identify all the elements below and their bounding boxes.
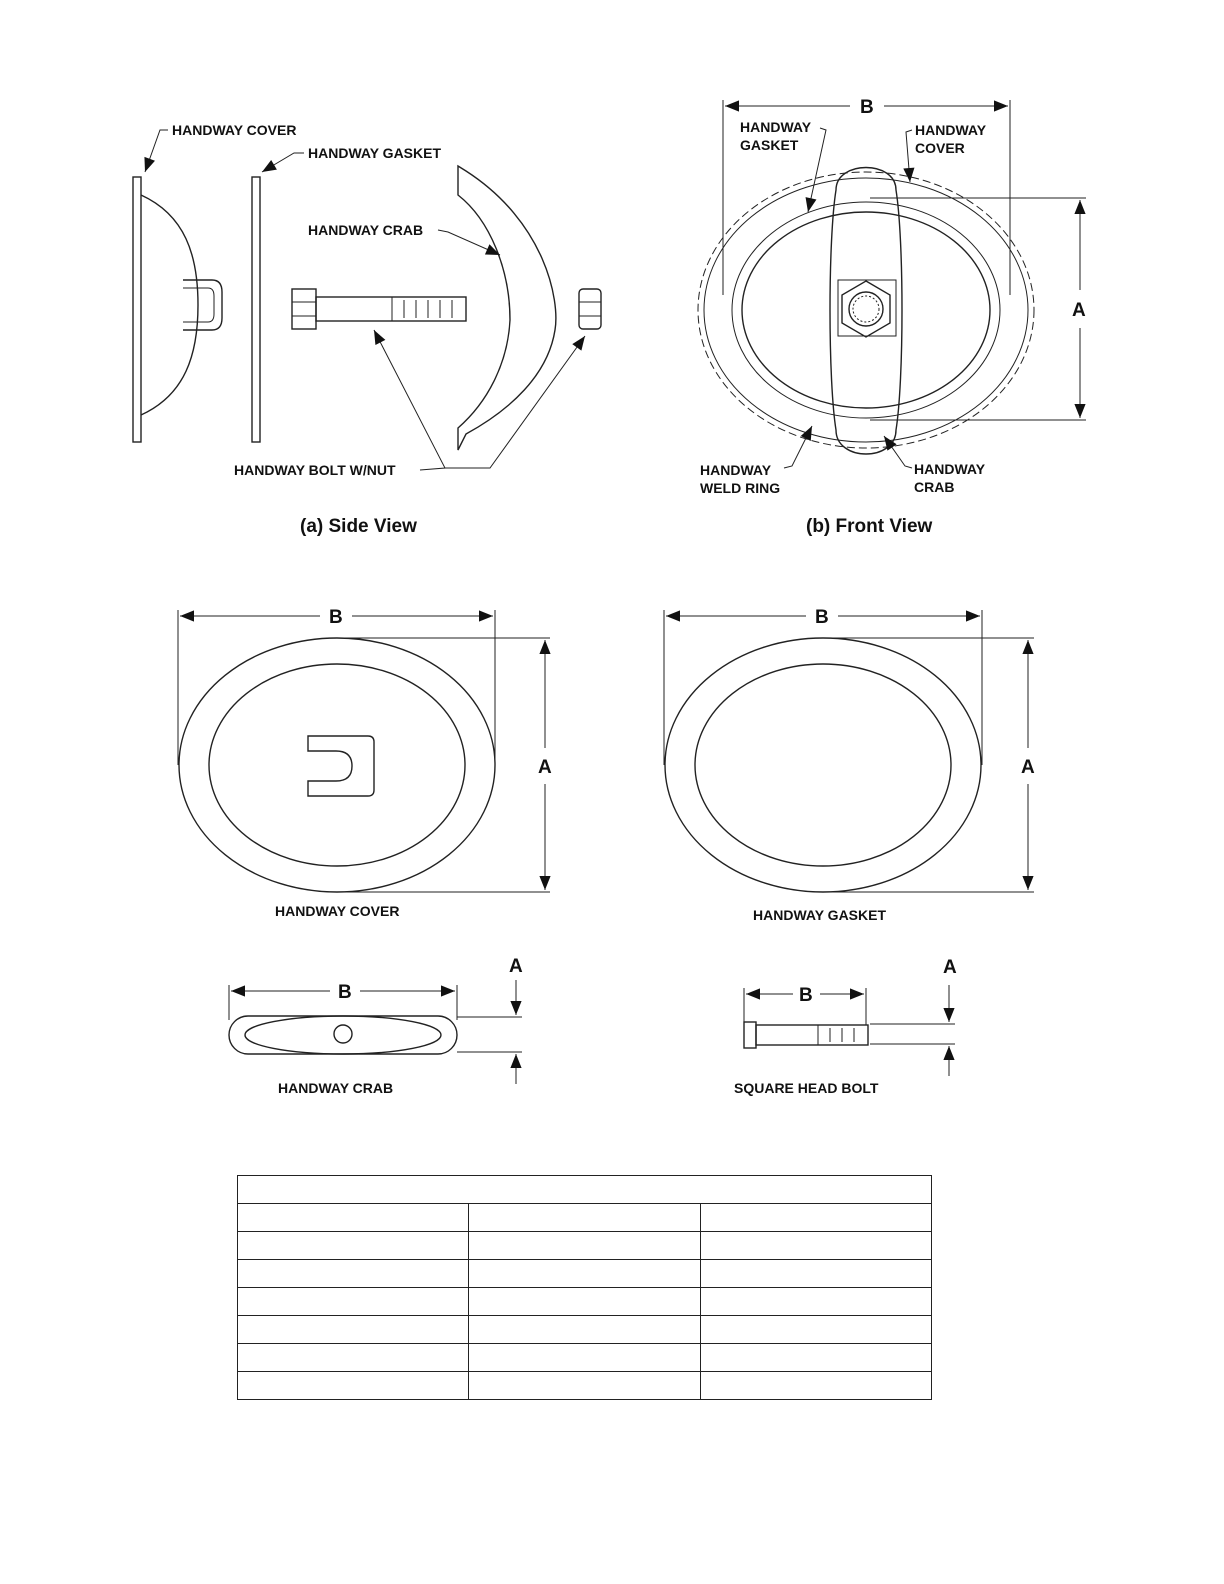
side-nut — [579, 289, 601, 329]
table-header-row — [238, 1176, 932, 1204]
front-label-weld-ring-2: WELD RING — [700, 480, 781, 496]
dimension-table — [237, 1175, 932, 1400]
table-cell — [469, 1288, 700, 1316]
cover-detail-title: HANDWAY COVER — [275, 903, 400, 919]
gasket-dim-b: B — [815, 607, 829, 628]
table-cell — [238, 1372, 469, 1400]
front-label-crab-2: CRAB — [914, 479, 955, 495]
front-dim-a: A — [1072, 300, 1086, 321]
front-gasket-hatch — [704, 178, 1028, 442]
table-cell — [700, 1288, 931, 1316]
crab-hole — [334, 1025, 352, 1043]
front-cover-opening — [742, 212, 990, 408]
table-row — [238, 1344, 932, 1372]
side-handway-bolt — [292, 289, 466, 329]
table-cell — [238, 1260, 469, 1288]
side-handway-crab — [458, 166, 556, 450]
front-bolt-end — [849, 292, 883, 326]
side-label-gasket: HANDWAY GASKET — [308, 145, 442, 161]
side-handway-cover — [133, 177, 222, 442]
cover-detail — [178, 607, 552, 919]
table-cell — [469, 1372, 700, 1400]
front-label-crab-1: HANDWAY — [914, 461, 986, 477]
side-handway-gasket — [252, 177, 260, 442]
front-label-cover-2: COVER — [915, 140, 965, 156]
front-dim-b: B — [860, 97, 874, 118]
table-row — [238, 1288, 932, 1316]
table-cell — [238, 1204, 469, 1232]
gasket-detail — [664, 607, 1035, 923]
table-cell — [469, 1204, 700, 1232]
front-label-weld-ring-1: HANDWAY — [700, 462, 772, 478]
gasket-dim-a: A — [1021, 757, 1035, 778]
table-cell — [238, 1344, 469, 1372]
table-cell — [238, 1288, 469, 1316]
front-bolt-plate — [838, 280, 896, 336]
table-cell — [469, 1232, 700, 1260]
table-cell — [700, 1344, 931, 1372]
table-row — [238, 1316, 932, 1344]
crab-detail-title: HANDWAY CRAB — [278, 1080, 394, 1096]
bolt-detail — [734, 957, 957, 1096]
bolt-detail-title: SQUARE HEAD BOLT — [734, 1080, 879, 1096]
table-cell — [700, 1204, 931, 1232]
front-label-gasket-1: HANDWAY — [740, 119, 812, 135]
table-row — [238, 1260, 932, 1288]
side-label-cover: HANDWAY COVER — [172, 122, 297, 138]
cover-dim-a: A — [538, 757, 552, 778]
front-label-cover-1: HANDWAY — [915, 122, 987, 138]
table-row — [238, 1232, 932, 1260]
table-cell — [469, 1260, 700, 1288]
gasket-detail-title: HANDWAY GASKET — [753, 907, 887, 923]
front-label-gasket-2: GASKET — [740, 137, 799, 153]
table-row — [238, 1204, 932, 1232]
table-cell — [700, 1232, 931, 1260]
table-cell — [238, 1232, 469, 1260]
cover-handle — [308, 736, 374, 796]
table-cell — [700, 1316, 931, 1344]
table-cell — [469, 1316, 700, 1344]
bolt-dim-a: A — [943, 957, 957, 978]
crab-dim-b: B — [338, 982, 352, 1003]
cover-dim-b: B — [329, 607, 343, 628]
table-cell — [469, 1344, 700, 1372]
table-cell — [238, 1316, 469, 1344]
side-label-crab: HANDWAY CRAB — [308, 222, 424, 238]
table-cell — [238, 1176, 932, 1204]
table-cell — [700, 1260, 931, 1288]
front-crab — [830, 168, 902, 455]
table-row — [238, 1372, 932, 1400]
front-view-caption: (b) Front View — [806, 516, 933, 537]
bolt-dim-b: B — [799, 985, 813, 1006]
crab-detail — [229, 956, 523, 1096]
front-view — [698, 97, 1086, 537]
side-view-caption: (a) Side View — [300, 516, 417, 537]
side-view — [133, 122, 601, 537]
side-label-bolt: HANDWAY BOLT W/NUT — [234, 462, 396, 478]
crab-dim-a: A — [509, 956, 523, 977]
table-cell — [700, 1372, 931, 1400]
front-weld-ring-outline — [698, 172, 1034, 448]
